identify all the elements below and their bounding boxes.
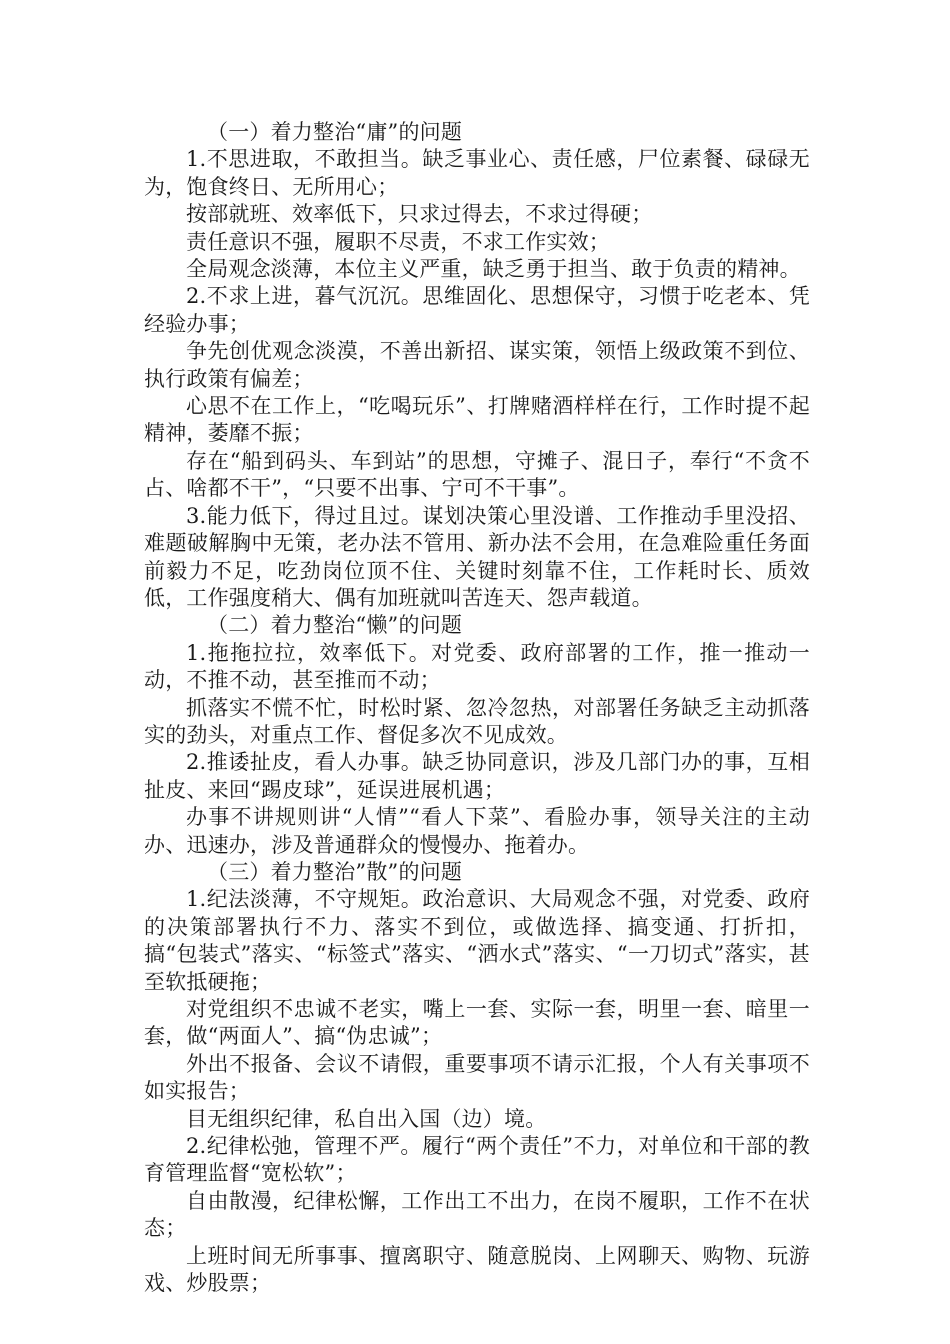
document-body: [144, 119, 810, 1297]
paragraph: 心思不在工作上，“吃喝玩乐”、打牌赌酒样样在行，工作时提不起精神，萎靡不振；: [144, 394, 810, 446]
paragraph: 目无组织纪律，私自出入国（边）境。: [186, 1106, 547, 1131]
paragraph: 办事不讲规则讲“人情”“看人下菜”、看脸办事，领导关注的主动办、迅速办，涉及普通群众的慢慢办、拖着办。: [144, 805, 810, 857]
section-heading-1: （一）着力整治“庸”的问题: [207, 120, 463, 144]
paragraph: 全局观念淡薄，本位主义严重，缺乏勇于担当、敢于负责的精神。: [186, 257, 801, 282]
paragraph: 外出不报备、会议不请假，重要事项不请示汇报，个人有关事项不如实报告；: [144, 1051, 810, 1104]
section-heading-2: （二）着力整治“懒”的问题: [207, 613, 463, 638]
paragraph: 争先创优观念淡漠，不善出新招、谋实策，领悟上级政策不到位、执行政策有偏差；: [144, 339, 810, 391]
paragraph: 1.拖拖拉拉，效率低下。对党委、政府部署的工作，推一推动一动，不推不动，甚至推而不动；: [144, 640, 810, 693]
paragraph: 自由散漫，纪律松懈，工作出工不出力，在岗不履职，工作不在状态；: [144, 1188, 810, 1241]
paragraph: 2.不求上进，暮气沉沉。思维固化、思想保守，习惯于吃老本、凭经验办事；: [144, 284, 810, 336]
paragraph: 按部就班、效率低下，只求过得去，不求过得硬；: [186, 202, 653, 227]
paragraph: 上班时间无所事事、擅离职守、随意脱岗、上网聊天、购物、玩游戏、炒股票；: [144, 1243, 810, 1296]
paragraph: 2.推诿扯皮，看人办事。缺乏协同意识，涉及几部门办的事，互相扯皮、来回“踢皮球”，延误进展机遇；: [144, 750, 810, 802]
paragraph: 3.能力低下，得过且过。谋划决策心里没谱、工作推动手里没招、难题破解胸中无策，老办法不管用、新办法不会用，在急难险重任务面前毅力不足，吃劲岗位顶不住、关键时刻靠不住，工作耗时长、质效低，工作强度稍大、偶有加班就叫苦连天、怨声载道。: [144, 503, 810, 610]
paragraph: 1.纪法淡薄，不守规矩。政治意识、大局观念不强，对党委、政府的决策部署执行不力、落实不到位，或做选择、搞变通、打折扣，搞“包装式”落实、“标签式”落实、“洒水式”落实、“一刀切式”落实，甚至软抵硬拖；: [144, 887, 810, 994]
paragraph: 抓落实不慌不忙，时松时紧、忽冷忽热，对部署任务缺乏主动抓落实的劲头，对重点工作、督促多次不见成效。: [144, 695, 810, 747]
paragraph: 责任意识不强，履职不尽责，不求工作实效；: [186, 229, 610, 254]
paragraph: 存在“船到码头、车到站”的思想，守摊子、混日子，奉行“不贪不占、啥都不干”，“只要不出事、宁可不干事”。: [144, 448, 810, 501]
section-heading-3: （三）着力整治”散”的问题: [207, 859, 463, 884]
paragraph: 对党组织不忠诚不老实，嘴上一套、实际一套，明里一套、暗里一套，做“两面人”、搞“伪忠诚”；: [144, 997, 810, 1049]
paragraph: 1.不思进取，不敢担当。缺乏事业心、责任感，尸位素餐、碌碌无为，饱食终日、无所用心；: [144, 147, 810, 199]
paragraph: 2.纪律松弛，管理不严。履行“两个责任”不力，对单位和干部的教育管理监督“宽松软”；: [144, 1134, 810, 1186]
